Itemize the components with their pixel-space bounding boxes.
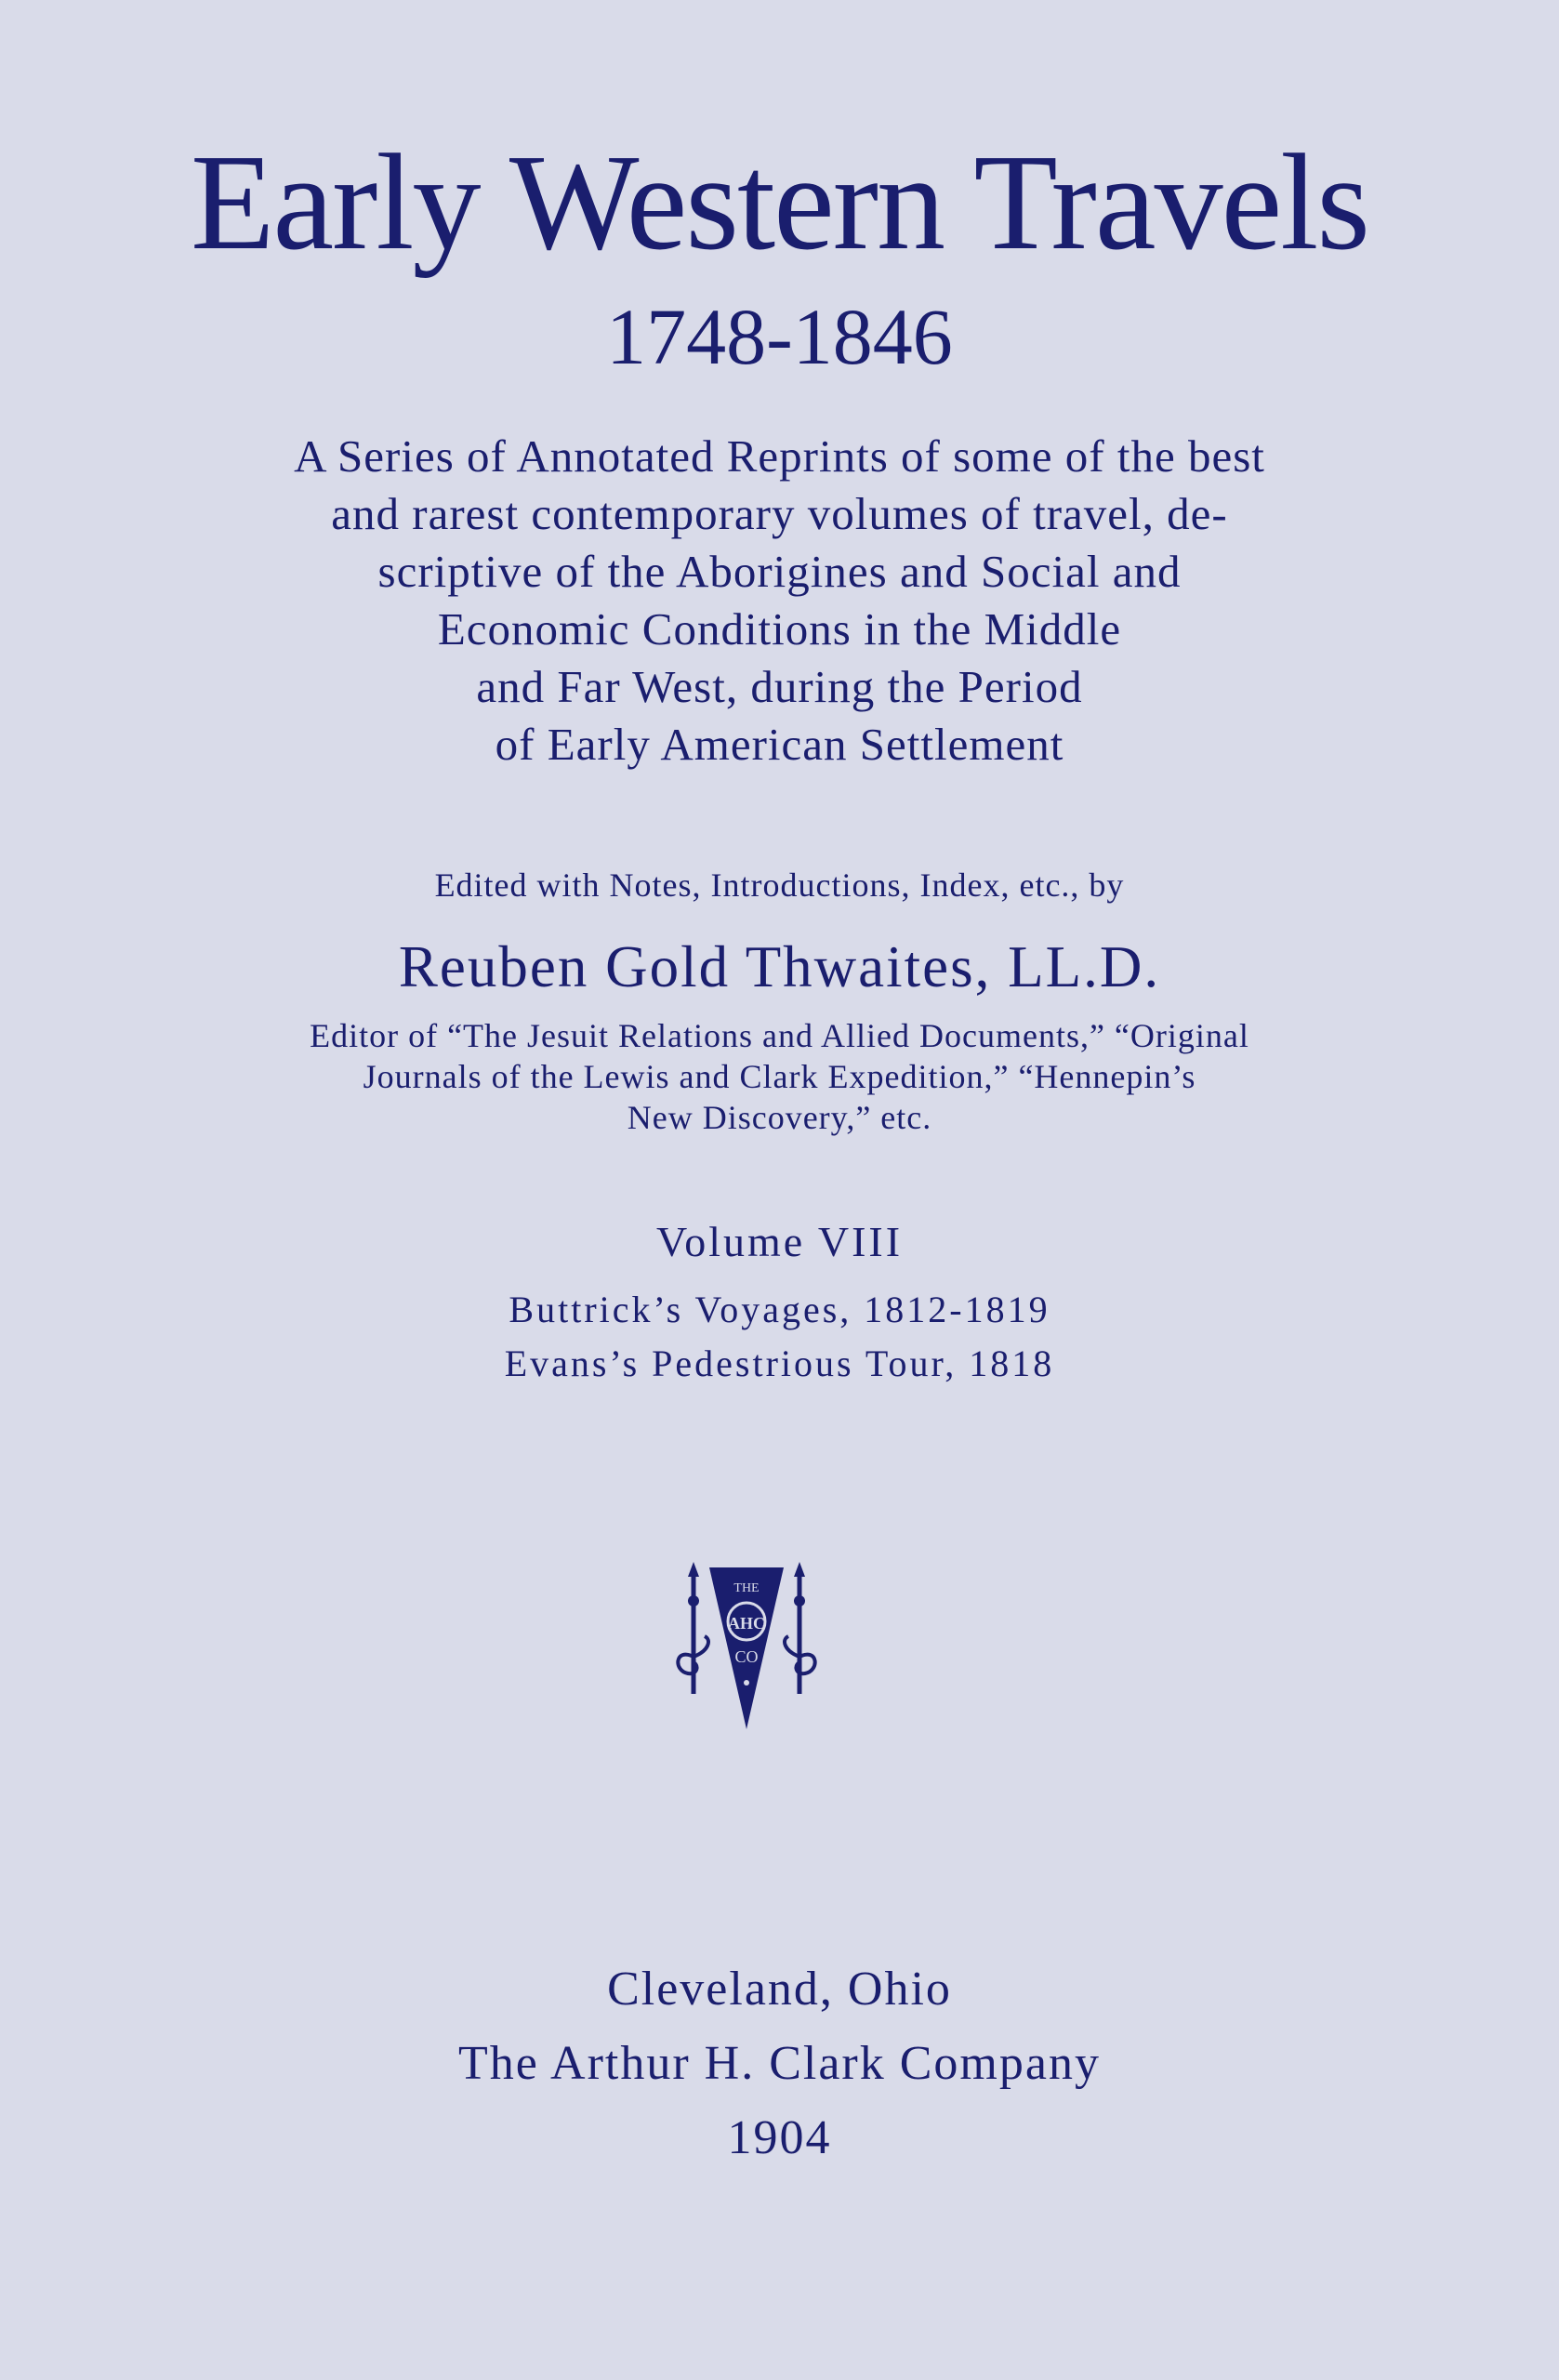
- description-line: of Early American Settlement: [495, 719, 1064, 770]
- book-title: Early Western Travels: [191, 126, 1368, 279]
- edited-by-line: Edited with Notes, Introductions, Index, etc., by: [434, 866, 1125, 904]
- logo-text-top: THE: [733, 1581, 760, 1595]
- volume-contents: [0, 1283, 1559, 1391]
- credits-line: Editor of “The Jesuit Relations and Allied Documents,” “Original: [310, 1017, 1249, 1054]
- volume-number: Volume VIII: [655, 1218, 904, 1265]
- contents-line: Buttrick’s Voyages, 1812-1819: [509, 1289, 1050, 1330]
- editor-name: Reuben Gold Thwaites, LL.D.: [398, 934, 1161, 999]
- logo-text-bottom: CO: [734, 1647, 759, 1666]
- description-line: Economic Conditions in the Middle: [437, 603, 1122, 654]
- contents-line: Evans’s Pedestrious Tour, 1818: [504, 1342, 1055, 1384]
- description-line: A Series of Annotated Reprints of some of the best: [294, 430, 1265, 482]
- imprint-year: 1904: [727, 2111, 832, 2164]
- credits-line: New Discovery,” etc.: [627, 1099, 932, 1136]
- pennant-monogram-icon: [667, 1554, 826, 1731]
- imprint-city: Cleveland, Ohio: [607, 1963, 952, 2016]
- credits-line: Journals of the Lewis and Clark Expedition,” “Hennepin’s: [363, 1058, 1196, 1095]
- imprint: [0, 1952, 1559, 2175]
- imprint-publisher: The Arthur H. Clark Company: [458, 2037, 1101, 2090]
- description-line: scriptive of the Aborigines and Social and: [377, 546, 1182, 597]
- description-line: and Far West, during the Period: [476, 661, 1083, 712]
- editor-credits: [0, 1015, 1559, 1138]
- date-range: 1748-1846: [606, 292, 953, 381]
- logo-monogram: AHC: [728, 1614, 765, 1633]
- description-line: and rarest contemporary volumes of travel, de-: [331, 488, 1228, 539]
- series-description: [0, 428, 1559, 774]
